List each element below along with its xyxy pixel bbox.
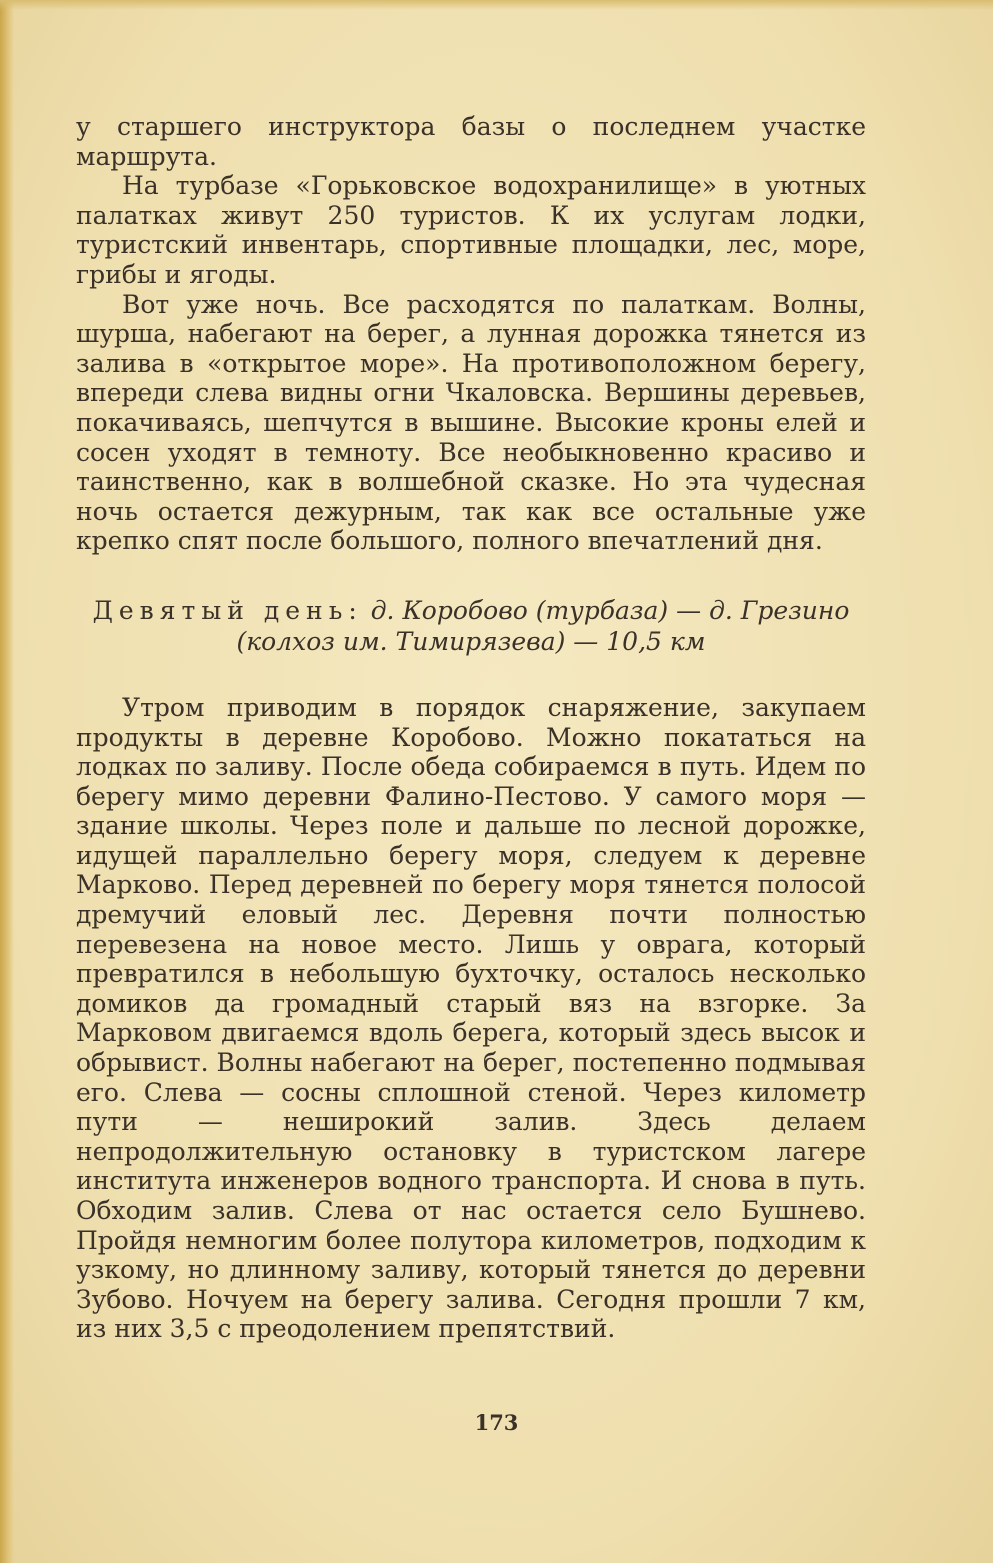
section-heading — [76, 595, 866, 657]
page-number: 173 — [474, 1410, 519, 1435]
page-text — [76, 112, 866, 1344]
page-edge-top — [0, 0, 993, 10]
paragraph-night: Вот уже ночь. Все расходятся по палаткам. Волны, шурша, набегают на берег, а лунная дорожка тянется из залива в «открытое море». На противоположном берегу, впереди слева видны огни Чкаловска. Вершины деревьев, покачиваясь, шепчутся в вышине. Высокие кроны елей и сосен уходят в темноту. Все необыкновенно красиво и таинственно, как в волшебной сказке. Но эта чудесная ночь остается дежурным, так как все остальные уже крепко спят после большого, полного впечатлений дня. — [76, 289, 866, 556]
paragraph-morning: Утром приводим в порядок снаряжение, закупаем продукты в деревне Коробово. Можно покататься на лодках по заливу. После обеда собираемся в путь. Идем по берегу мимо деревни Фалино-Пестово. У самого моря — здание школы. Через поле и дальше по лесной дорожке, идущей параллельно берегу моря, следуем к деревне Марково. Перед деревней по берегу моря тянется полосой дремучий еловый лес. Деревня почти полностью перевезена на новое место. Лишь у оврага, который превратился в небольшую бухточку, осталось несколько домиков да громадный старый вяз на взгорке. За Марковом двигаемся вдоль берега, который здесь высок и обрывист. Волны набегают на берег, постепенно подмывая его. Слева — сосны сплошной стеной. Через километр пути — неширокий залив. Здесь делаем непродолжительную остановку в туристском лагере института инженеров водного транспорта. И снова в путь. Обходим залив. Слева от нас остается село Бушнево. Пройдя немногим более полутора километров, подходим к узкому, но длинному заливу, который тянется до деревни Зубово. Ночуем на берегу залива. Сегодня прошли 7 км, из них 3,5 с преодолением препятствий. — [76, 692, 866, 1344]
page-edge-left — [0, 0, 14, 1563]
heading-route: д. Коробово (турбаза) — д. Грезино (колхоз им. Тимирязева) — 10,5 км — [236, 595, 850, 656]
paragraph-continuation: у старшего инструктора базы о последнем участке маршрута. — [76, 112, 866, 171]
paragraph-turbaza: На турбазе «Горьковское водохранилище» в уютных палатках живут 250 туристов. К их услугам лодки, туристский инвентарь, спортивные площадки, лес, море, грибы и ягоды. — [76, 171, 866, 289]
heading-day-label: Девятый день: — [92, 595, 363, 625]
